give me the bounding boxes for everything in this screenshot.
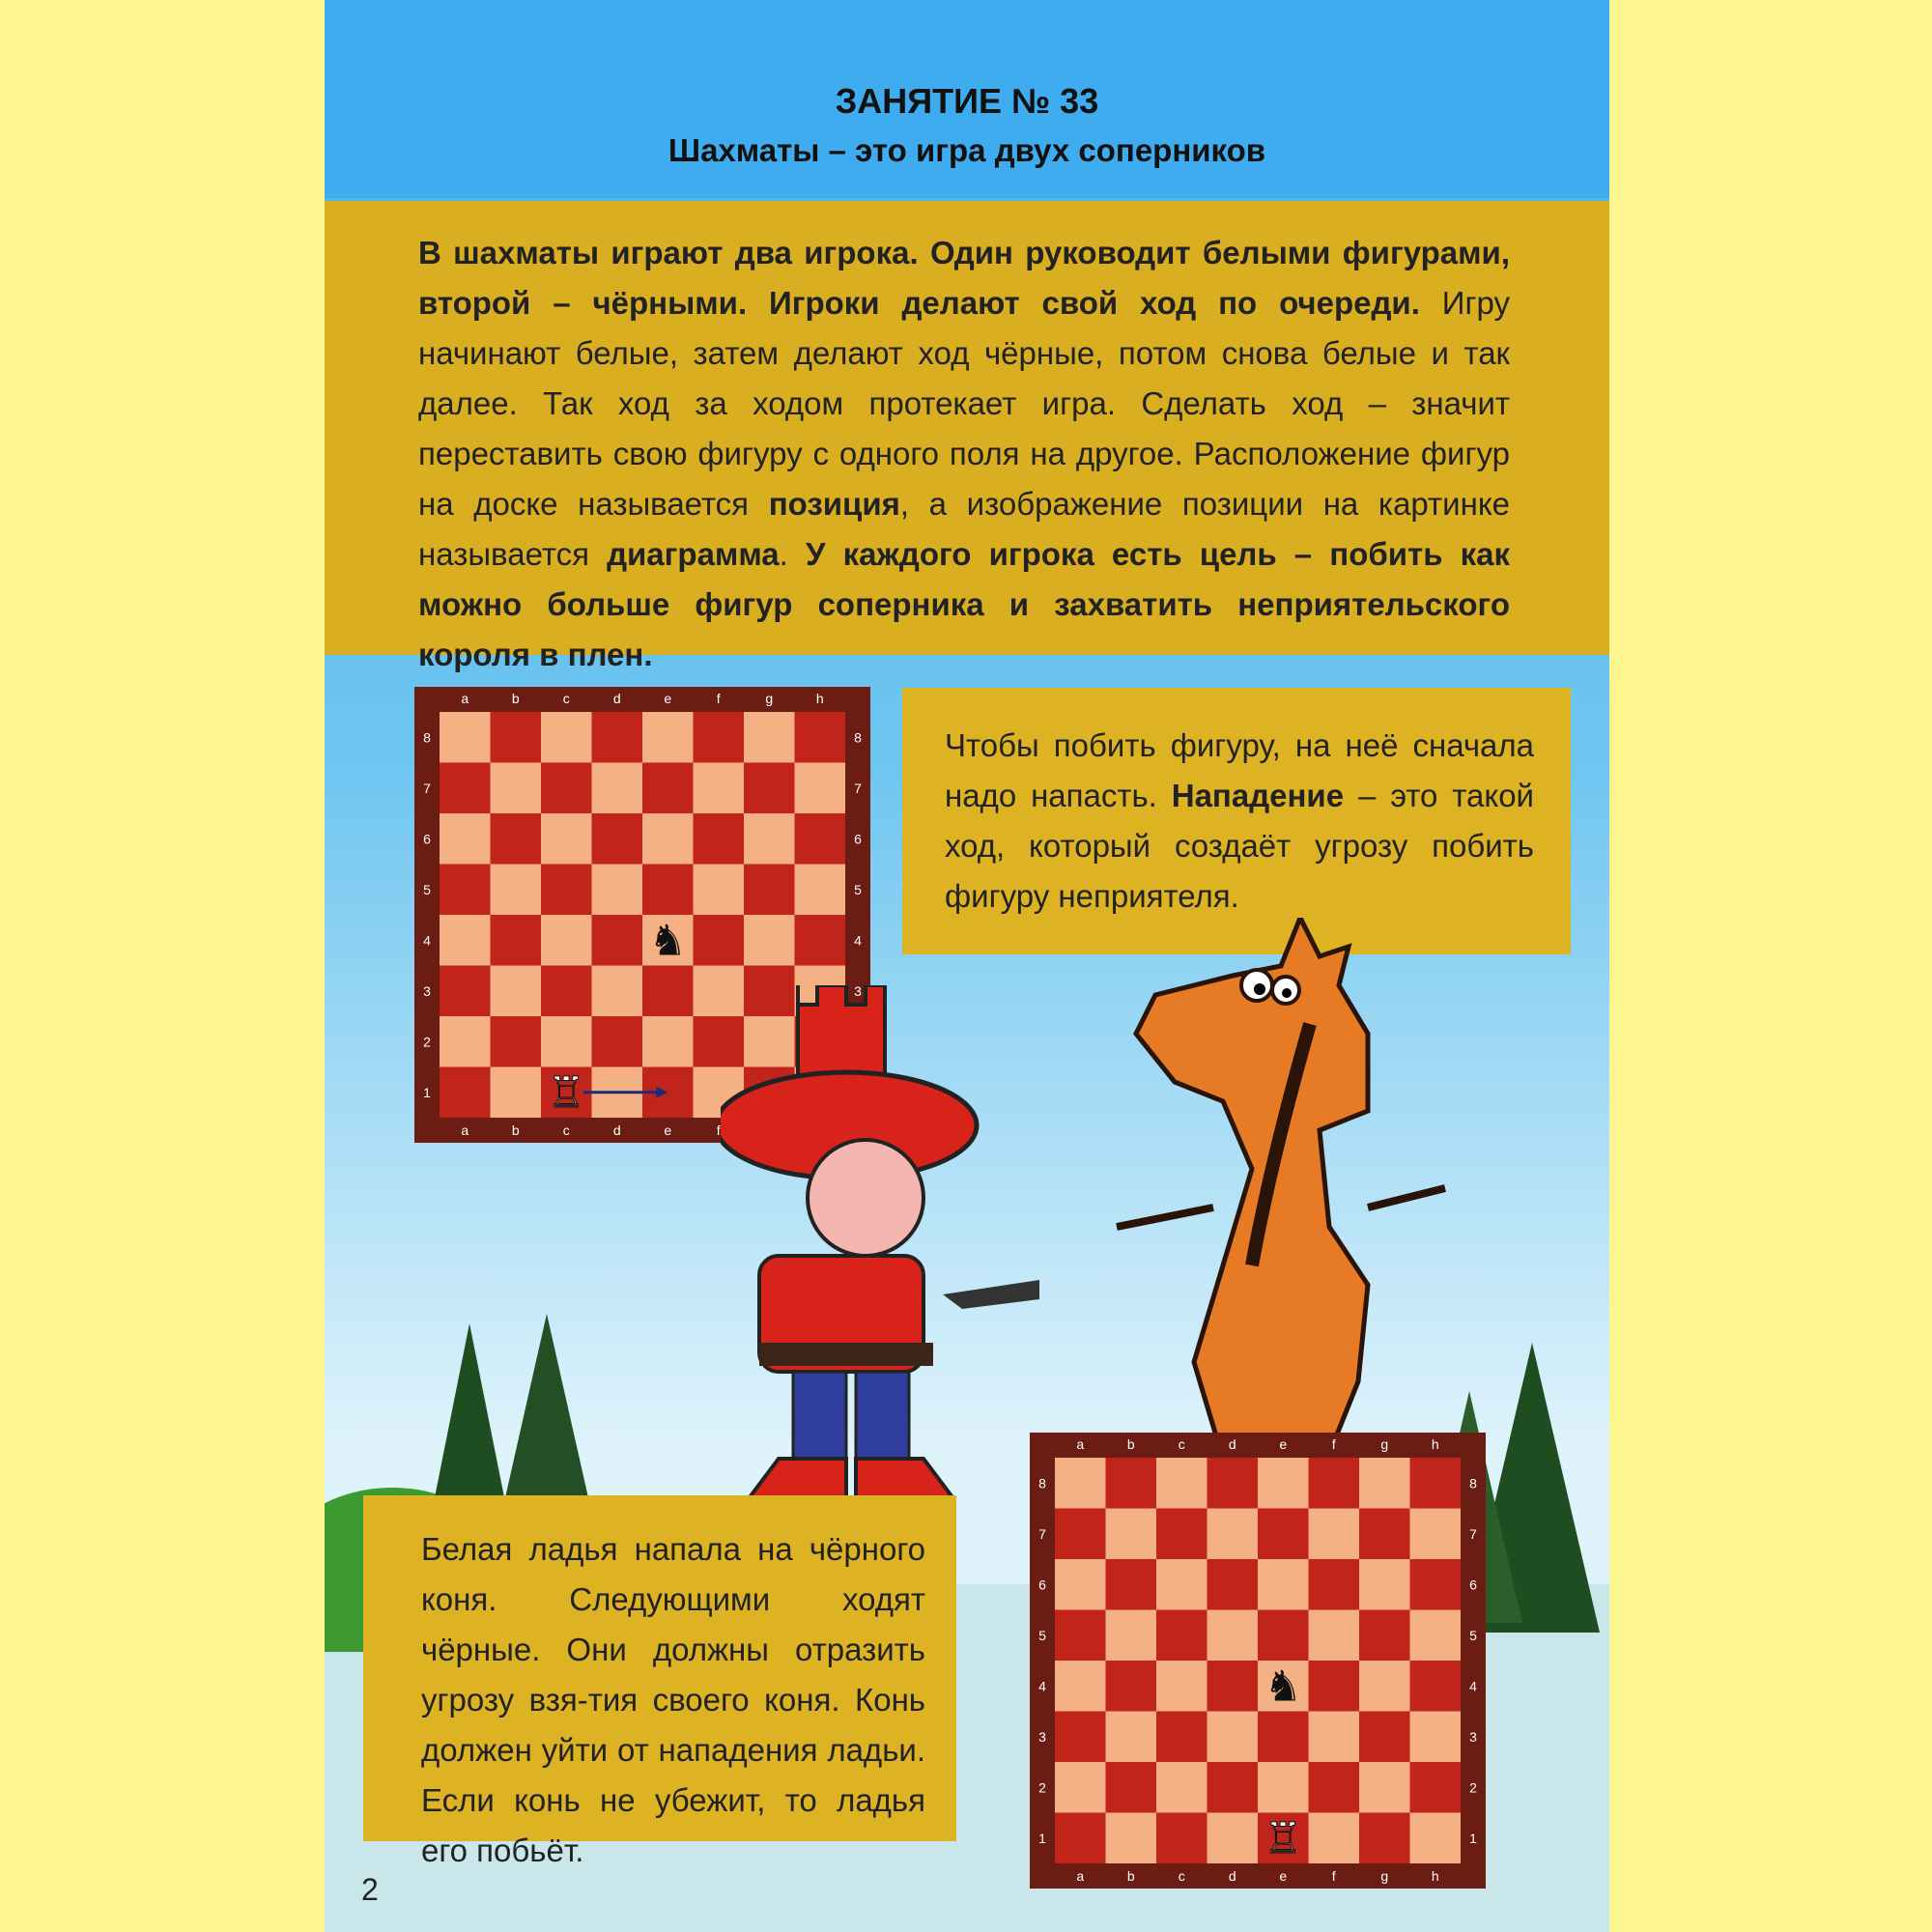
board2-square	[1258, 1610, 1309, 1662]
board1-file-label: c	[562, 1122, 570, 1138]
board2-square	[1309, 1712, 1360, 1763]
board1-square	[440, 915, 491, 966]
board1-square	[440, 1016, 491, 1067]
board2-square	[1055, 1712, 1106, 1763]
board1-square	[642, 763, 694, 814]
board2-square	[1055, 1661, 1106, 1712]
board2-file-label: b	[1126, 1868, 1135, 1884]
board1-square	[592, 915, 643, 966]
board1-square	[642, 1016, 694, 1067]
board2-rank-label: 5	[1038, 1627, 1046, 1643]
board1-white-rook: ♖	[547, 1067, 585, 1118]
board2-square	[1055, 1762, 1106, 1813]
board1-square	[440, 813, 491, 865]
board1-square	[795, 712, 846, 763]
intro-body: Игру начинают белые, затем делают ход чёрные, потом снова белые и так далее. Так ход за ходом протекает игра. Сделать ход – значит переставить свою фигуру с одного поля на другое. Расположение фигур на доске называется	[418, 285, 1510, 522]
board2-square	[1410, 1712, 1462, 1763]
board1-square	[541, 865, 592, 916]
board1-square	[642, 865, 694, 916]
board1-rank-label: 3	[854, 982, 862, 999]
board2-file-label: c	[1178, 1436, 1185, 1452]
board1-square	[491, 813, 542, 865]
term-diagram: диаграмма	[607, 536, 780, 572]
board2-file-label: c	[1178, 1868, 1185, 1884]
threat-explanation-box: Белая ладья напала на чёрного коня. Следующими ходят чёрные. Они должны отразить угрозу взя-тия своего коня. Конь должен уйти от нападения ладьи. Если конь не убежит, то ладья его побьёт.	[363, 1495, 956, 1841]
board1-square	[541, 966, 592, 1017]
board1-square	[592, 813, 643, 865]
board2-square	[1055, 1559, 1106, 1610]
board1-square	[592, 966, 643, 1017]
intro-goal: У каждого игрока есть цель – побить как можно больше фигур соперника и захватить неприятельского короля в плен.	[418, 536, 1510, 672]
board1-file-label: g	[765, 691, 774, 706]
board1-rank-label: 5	[854, 881, 862, 897]
board2-square	[1309, 1813, 1360, 1864]
board1-square	[744, 763, 795, 814]
board2-square	[1309, 1559, 1360, 1610]
board2-file-label: h	[1431, 1868, 1439, 1884]
board1-square	[744, 712, 795, 763]
intro-text	[418, 228, 1510, 680]
board1-file-label: e	[664, 1122, 672, 1138]
board2-square	[1208, 1661, 1259, 1712]
board2-rank-label: 3	[1469, 1728, 1477, 1745]
board1-square	[592, 712, 643, 763]
board1-square	[795, 813, 846, 865]
board1-rank-label: 7	[854, 780, 862, 796]
board1-rank-label: 2	[423, 1034, 431, 1050]
intro-body-3: .	[779, 536, 806, 572]
board2-square	[1106, 1509, 1157, 1560]
board2-square	[1359, 1813, 1410, 1864]
board2-file-label: d	[1228, 1436, 1236, 1452]
board1-square	[491, 1016, 542, 1067]
board2-black-knight: ♞	[1264, 1662, 1302, 1712]
board2-rank-label: 1	[1038, 1830, 1046, 1846]
book-page	[325, 0, 1609, 1932]
board2-square	[1410, 1762, 1462, 1813]
board1-square	[541, 763, 592, 814]
board2-file-label: d	[1228, 1868, 1236, 1884]
header-band	[325, 0, 1609, 198]
board2-file-label: g	[1380, 1868, 1389, 1884]
board2-square	[1359, 1712, 1410, 1763]
board2-square	[1309, 1661, 1360, 1712]
board2-square	[1258, 1762, 1309, 1813]
board1-rank-label: 1	[423, 1084, 431, 1100]
board1-file-label: b	[511, 1122, 520, 1138]
board1-file-label: f	[716, 1122, 721, 1138]
page-number: 2	[361, 1872, 379, 1907]
board2-square	[1106, 1712, 1157, 1763]
board2-square	[1410, 1610, 1462, 1662]
board2-square	[1156, 1661, 1208, 1712]
board2-square	[1156, 1610, 1208, 1662]
board1-file-label: f	[716, 691, 721, 706]
board1-square	[541, 712, 592, 763]
board2-square	[1309, 1509, 1360, 1560]
board1-square	[541, 813, 592, 865]
lesson-title: ЗАНЯТИЕ № 33	[835, 81, 1099, 121]
board2-square	[1258, 1509, 1309, 1560]
board2-square	[1106, 1559, 1157, 1610]
board1-square	[642, 966, 694, 1017]
board2-white-rook: ♖	[1264, 1813, 1302, 1863]
board1-rank-label: 7	[423, 780, 431, 796]
board2-rank-label: 6	[1038, 1577, 1046, 1593]
board2-square	[1208, 1813, 1259, 1864]
board1-rank-label: 4	[854, 932, 862, 949]
board2-square	[1258, 1559, 1309, 1610]
board2-square	[1309, 1762, 1360, 1813]
board2-square	[1055, 1813, 1106, 1864]
board1-file-label: c	[562, 691, 570, 706]
board1-square	[440, 966, 491, 1017]
board1-square	[642, 712, 694, 763]
board1-square	[592, 763, 643, 814]
board1-square	[491, 1067, 542, 1119]
board2-square	[1258, 1458, 1309, 1509]
board2-square	[1309, 1610, 1360, 1662]
board2-square	[1055, 1610, 1106, 1662]
board2-square	[1410, 1458, 1462, 1509]
board2-file-label: e	[1279, 1868, 1288, 1884]
board2-square	[1410, 1813, 1462, 1864]
intro-body-2: , а изображение позиции на картинке называется	[418, 486, 1510, 572]
board1-rank-label: 6	[423, 831, 431, 847]
board2-rank-label: 7	[1038, 1525, 1046, 1542]
board1-square	[541, 1016, 592, 1067]
board1-file-label: a	[461, 691, 469, 706]
board1-square	[694, 813, 745, 865]
board2-file-label: f	[1331, 1436, 1336, 1452]
board2-square	[1156, 1762, 1208, 1813]
board1-square	[694, 763, 745, 814]
intro-panel	[325, 201, 1609, 672]
board2-square	[1359, 1559, 1410, 1610]
board1-rank-label: 6	[854, 831, 862, 847]
board1-black-knight: ♞	[648, 916, 687, 966]
intro-bold-lead: В шахматы играют два игрока. Один руководит белыми фигурами, второй – чёрными. Игроки делают свой ход по очереди.	[418, 235, 1510, 321]
board1-square	[694, 712, 745, 763]
board2-square	[1410, 1509, 1462, 1560]
board2-square	[1106, 1762, 1157, 1813]
board2-square	[1156, 1509, 1208, 1560]
board2-square	[1208, 1610, 1259, 1662]
board1-square	[744, 915, 795, 966]
board2-square	[1156, 1458, 1208, 1509]
board1-square	[491, 763, 542, 814]
board1-rank-label: 8	[423, 729, 431, 746]
term-position: позиция	[768, 486, 900, 522]
board1-file-label: d	[612, 1122, 621, 1138]
attack-text-1: Чтобы побить фигуру, на неё сначала надо напасть.	[945, 727, 1534, 813]
board1-square	[440, 712, 491, 763]
board2-rank-label: 2	[1038, 1779, 1046, 1796]
board1-square	[440, 865, 491, 916]
board2-square	[1156, 1813, 1208, 1864]
board2-square	[1106, 1813, 1157, 1864]
board2-square	[1156, 1712, 1208, 1763]
board1-file-label: d	[612, 691, 621, 706]
board1-square	[694, 865, 745, 916]
board1-square	[491, 915, 542, 966]
board1-square	[592, 1016, 643, 1067]
board2-rank-label: 5	[1469, 1627, 1477, 1643]
board1-square	[592, 865, 643, 916]
board2-square	[1156, 1559, 1208, 1610]
board2-square	[1208, 1458, 1259, 1509]
lesson-subtitle: Шахматы – это игра двух соперников	[668, 132, 1266, 168]
board1-square	[744, 813, 795, 865]
board2-square	[1055, 1509, 1106, 1560]
board2-square	[1410, 1661, 1462, 1712]
board2-square	[1359, 1762, 1410, 1813]
board2-square	[1106, 1458, 1157, 1509]
board2-rank-label: 8	[1469, 1475, 1477, 1492]
board2-rank-label: 3	[1038, 1728, 1046, 1745]
board1-square	[440, 763, 491, 814]
board1-rank-label: 5	[423, 881, 431, 897]
board1-file-label: a	[461, 1122, 469, 1138]
board1-square	[744, 865, 795, 916]
board2-square	[1055, 1458, 1106, 1509]
board1-rank-label: 8	[854, 729, 862, 746]
board2-rank-label: 1	[1469, 1830, 1477, 1846]
board2-square	[1359, 1458, 1410, 1509]
board2-square	[1106, 1661, 1157, 1712]
board2-square	[1208, 1762, 1259, 1813]
board2-file-label: a	[1076, 1436, 1085, 1452]
board1-square	[491, 712, 542, 763]
board2-square	[1309, 1458, 1360, 1509]
board2-square	[1106, 1610, 1157, 1662]
board2-square	[1359, 1661, 1410, 1712]
board1-square	[795, 865, 846, 916]
board1-square	[795, 915, 846, 966]
board1-file-label: h	[815, 691, 824, 706]
board2-square	[1359, 1509, 1410, 1560]
board1-square	[491, 966, 542, 1017]
board1-file-label: b	[511, 691, 520, 706]
rook-cowboy-illustration	[721, 982, 1068, 1507]
board2-file-label: g	[1380, 1436, 1389, 1452]
chess-diagram-2	[1030, 1433, 1486, 1889]
board2-rank-label: 6	[1469, 1577, 1477, 1593]
board2-file-label: a	[1076, 1868, 1085, 1884]
board2-square	[1410, 1559, 1462, 1610]
board2-rank-label: 2	[1469, 1779, 1477, 1796]
board2-rank-label: 4	[1469, 1678, 1477, 1694]
board1-square	[440, 1067, 491, 1119]
board1-rank-label: 4	[423, 932, 431, 949]
board2-square	[1208, 1712, 1259, 1763]
board1-square	[694, 915, 745, 966]
board2-rank-label: 8	[1038, 1475, 1046, 1492]
board2-file-label: f	[1331, 1868, 1336, 1884]
board1-square	[795, 763, 846, 814]
board2-rank-label: 7	[1469, 1525, 1477, 1542]
board1-square	[541, 915, 592, 966]
board2-square	[1359, 1610, 1410, 1662]
board1-file-label: e	[664, 691, 672, 706]
board1-rank-label: 3	[423, 982, 431, 999]
term-attack: Нападение	[1171, 778, 1345, 813]
board2-file-label: b	[1126, 1436, 1135, 1452]
attack-definition-box	[902, 688, 1571, 954]
attack-text-2: – это такой ход, который создаёт угрозу побить фигуру неприятеля.	[945, 778, 1534, 914]
board1-square	[642, 813, 694, 865]
board1-square	[491, 865, 542, 916]
horse-illustration	[1078, 918, 1484, 1497]
board2-square	[1208, 1559, 1259, 1610]
board2-file-label: h	[1431, 1436, 1439, 1452]
board2-rank-label: 4	[1038, 1678, 1046, 1694]
board2-square	[1258, 1712, 1309, 1763]
board2-file-label: e	[1279, 1436, 1288, 1452]
board2-square	[1208, 1509, 1259, 1560]
